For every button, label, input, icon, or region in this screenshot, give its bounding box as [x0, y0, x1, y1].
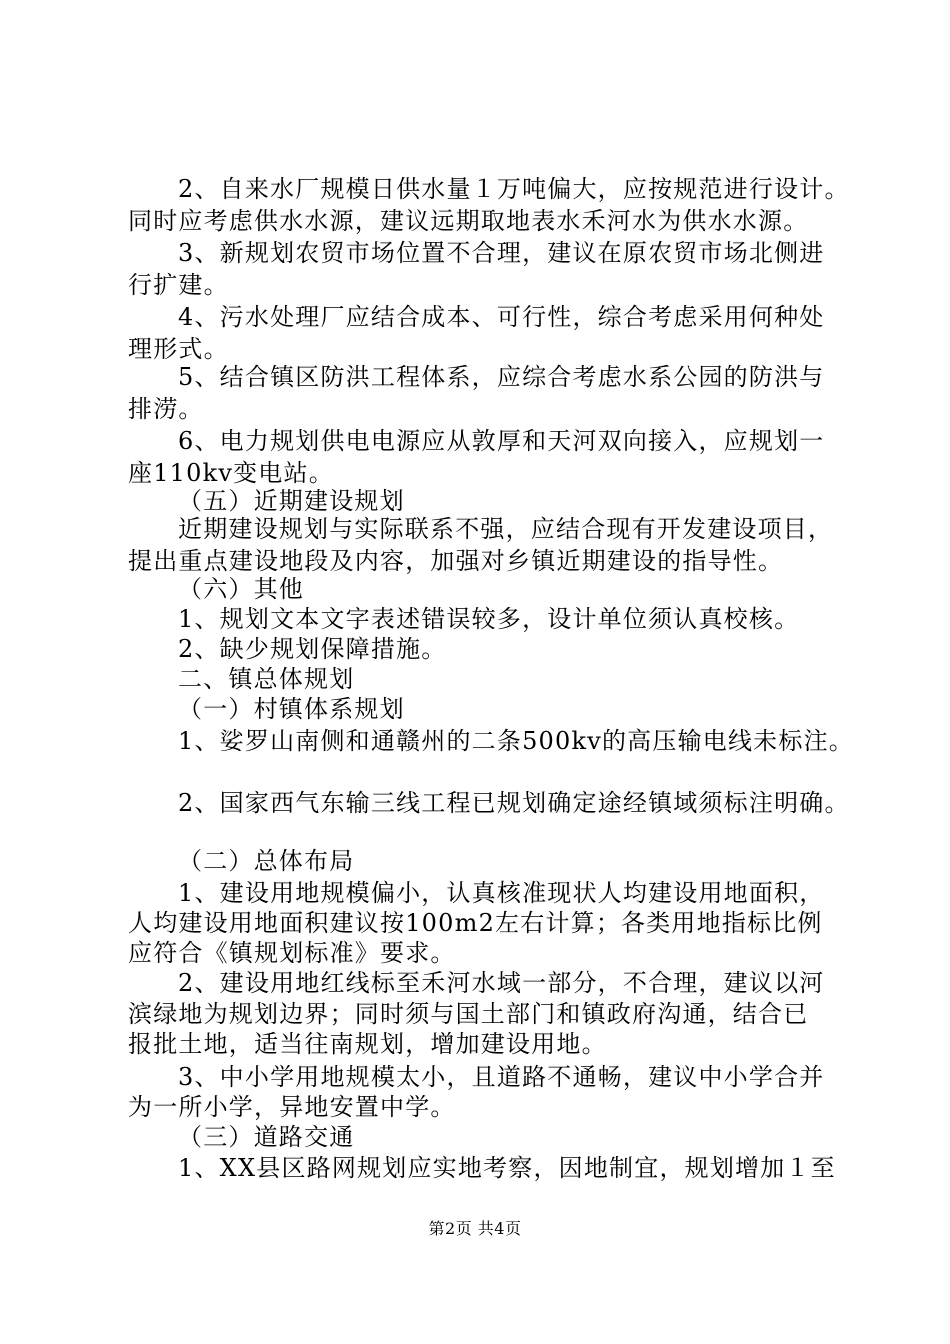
text-line: 座110kv变电站。	[128, 459, 334, 487]
text-line: 5、结合镇区防洪工程体系，应综合考虑水系公园的防洪与	[178, 363, 825, 391]
section-heading: （一）村镇体系规划	[178, 695, 405, 723]
text-line: 排涝。	[128, 395, 204, 423]
text-line: 2、国家西气东输三线工程已规划确定途经镇域须标注明确。	[178, 789, 850, 817]
text-line: 1、建设用地规模偏小，认真核准现状人均建设用地面积，	[178, 879, 825, 907]
text-line: 近期建设规划与实际联系不强，应结合现有开发建设项目，	[178, 515, 834, 543]
section-heading: （五）近期建设规划	[178, 487, 405, 515]
text-line: 理形式。	[128, 335, 229, 363]
text-line: 6、电力规划供电电源应从敦厚和天河双向接入，应规划一	[178, 427, 825, 455]
text-line: 为一所小学，异地安置中学。	[128, 1093, 456, 1121]
text-line: 3、新规划农贸市场位置不合理，建议在原农贸市场北侧进	[178, 239, 825, 267]
text-line: 报批土地，适当往南规划，增加建设用地。	[128, 1030, 607, 1058]
text-line: 提出重点建设地段及内容，加强对乡镇近期建设的指导性。	[128, 547, 784, 575]
section-heading: （三）道路交通	[178, 1123, 355, 1151]
section-heading: （二）总体布局	[178, 847, 355, 875]
text-line: 应符合《镇规划标准》要求。	[128, 939, 456, 967]
text-line: 2、缺少规划保障措施。	[178, 635, 447, 663]
text-line: 4、污水处理厂应结合成本、可行性，综合考虑采用何种处	[178, 303, 825, 331]
section-heading: （六）其他	[178, 575, 304, 603]
text-line: 1、娑罗山南侧和通赣州的二条500kv的高压输电线未标注。	[178, 727, 854, 755]
text-line: 滨绿地为规划边界；同时须与国土部门和镇政府沟通，结合已	[128, 1000, 809, 1028]
text-line: 2、自来水厂规模日供水量１万吨偏大，应按规范进行设计。	[178, 175, 850, 203]
page-number-footer: 第2页 共4页	[428, 1219, 522, 1238]
text-line: 1、XX县区路网规划应实地考察，因地制宜，规划增加１至	[178, 1154, 836, 1182]
section-heading: 二、镇总体规划	[178, 665, 355, 693]
text-line: 3、中小学用地规模太小，且道路不通畅，建议中小学合并	[178, 1063, 825, 1091]
text-line: 1、规划文本文字表述错误较多，设计单位须认真校核。	[178, 605, 800, 633]
text-line: 行扩建。	[128, 271, 229, 299]
text-line: 人均建设用地面积建议按100m2左右计算；各类用地指标比例	[128, 909, 823, 937]
text-line: 2、建设用地红线标至禾河水域一部分，不合理，建议以河	[178, 969, 825, 997]
text-line: 同时应考虑供水水源，建议远期取地表水禾河水为供水水源。	[128, 207, 809, 235]
